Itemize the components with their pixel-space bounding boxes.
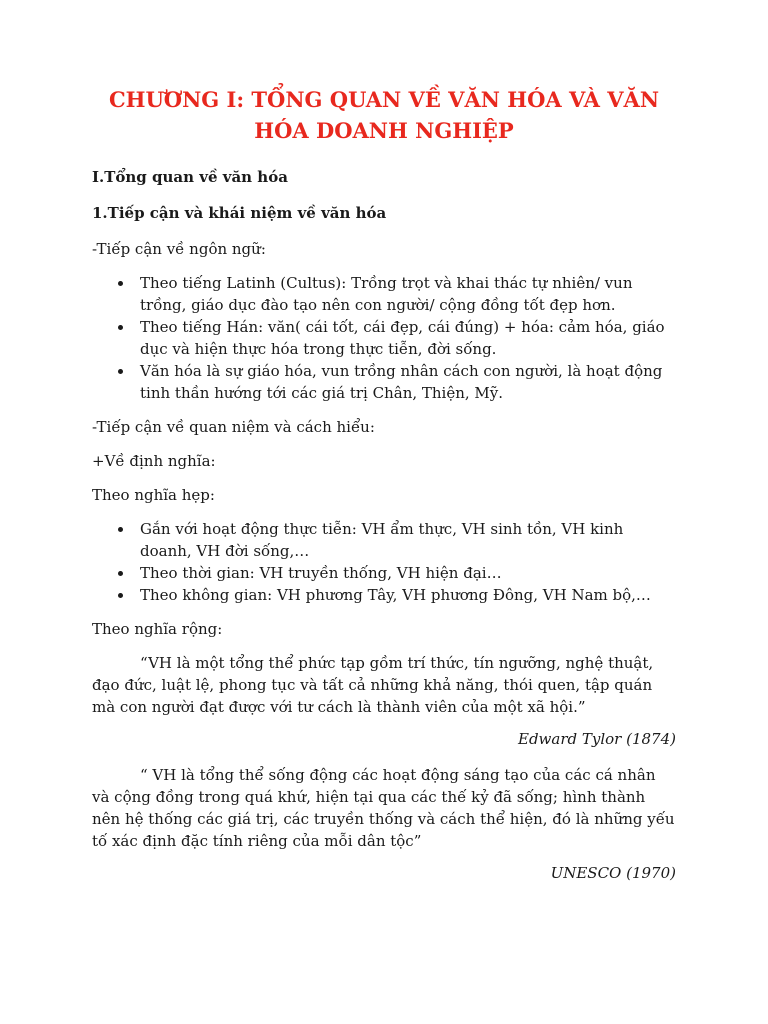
language-approach-list: [92, 272, 676, 404]
unesco-citation: UNESCO (1970): [550, 864, 676, 882]
definition-label: +Về định nghĩa:: [92, 452, 216, 470]
narrow-meaning-label: Theo nghĩa hẹp:: [92, 486, 215, 504]
list-item: Văn hóa là sự giáo hóa, vun trồng nhân cách con người, là hoạt động tinh thần hướng tới các giá trị Chân, Thiện, Mỹ.: [140, 360, 676, 404]
unesco-quote: “ VH là tổng thể sống động các hoạt động sáng tạo của các cá nhân và cộng đồng trong quá khứ, hiện tại qua các thế kỷ đã sống; hình thành nên hệ thống các giá trị, các truyền thống và cách thể hiện, đó là những yếu tố xác định đặc tính riêng của mỗi dân tộc”: [92, 766, 675, 850]
section-heading: I.Tổng quan về văn hóa: [92, 168, 288, 186]
narrow-meaning-list: [92, 518, 676, 606]
list-item: Theo tiếng Latinh (Cultus): Trồng trọt và khai thác tự nhiên/ vun trồng, giáo dục đào tạo nên con người/ cộng đồng tốt đẹp hơn.: [140, 272, 676, 316]
tylor-citation: Edward Tylor (1874): [518, 730, 676, 748]
list-item: Theo thời gian: VH truyền thống, VH hiện đại…: [140, 562, 676, 584]
concept-approach-label: -Tiếp cận về quan niệm và cách hiểu:: [92, 418, 375, 436]
list-item: Gắn với hoạt động thực tiễn: VH ẩm thực, VH sinh tồn, VH kinh doanh, VH đời sống,…: [140, 518, 676, 562]
list-item: Theo không gian: VH phương Tây, VH phương Đông, VH Nam bộ,…: [140, 584, 676, 606]
chapter-title: CHƯƠNG I: TỔNG QUAN VỀ VĂN HÓA VÀ VĂN HÓA DOANH NGHIỆP: [108, 87, 660, 143]
tylor-quote: “VH là một tổng thể phức tạp gồm trí thức, tín ngưỡng, nghệ thuật, đạo đức, luật lệ, phong tục và tất cả những khả năng, thói quen, tập quán mà con người đạt được với tư cách là thành viên của một xã hội.”: [92, 654, 654, 716]
broad-meaning-label: Theo nghĩa rộng:: [92, 620, 223, 638]
language-approach-label: -Tiếp cận về ngôn ngữ:: [92, 240, 266, 258]
list-item: Theo tiếng Hán: văn( cái tốt, cái đẹp, cái đúng) + hóa: cảm hóa, giáo dục và hiện thực hóa trong thực tiễn, đời sống.: [140, 316, 676, 360]
subsection-heading: 1.Tiếp cận và khái niệm về văn hóa: [92, 204, 387, 222]
